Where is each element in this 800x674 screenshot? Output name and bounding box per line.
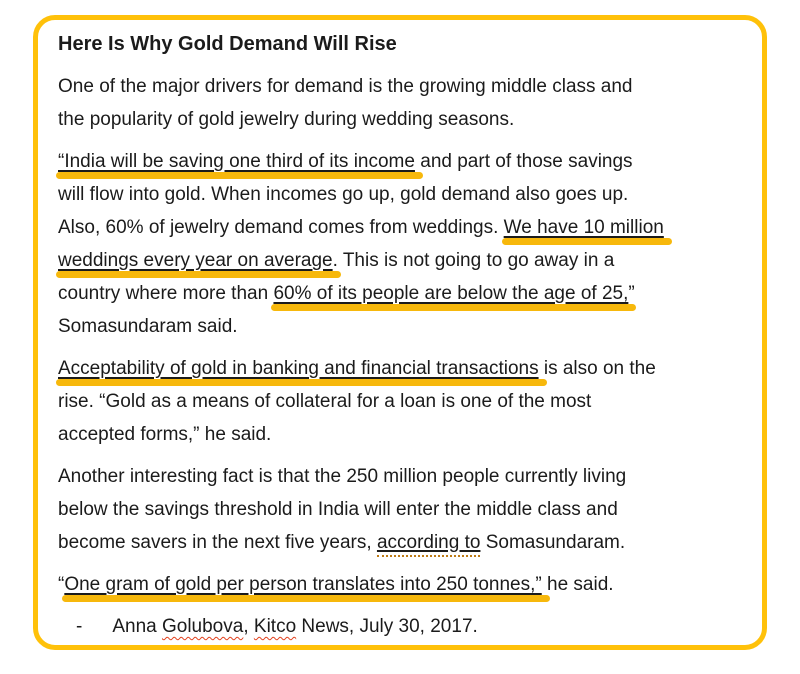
misspelled-word: Golubova <box>161 616 244 637</box>
text-segment: Somasundaram said. <box>58 316 238 337</box>
paragraph-middle-class <box>58 460 744 559</box>
text-segment: rise. “Gold as a means of collateral for a loan is one of the most <box>58 391 592 412</box>
grammar-flagged-phrase: according to <box>376 532 481 553</box>
text-segment: he said. <box>541 574 614 595</box>
highlighted-phrase: 60% of its people are below the age of 25, <box>273 283 629 304</box>
attribution <box>58 610 744 643</box>
text-line <box>58 310 744 343</box>
text-line <box>58 568 744 601</box>
text-segment: country where more than <box>58 283 274 304</box>
text-segment: News, July 30, 2017. <box>296 616 478 637</box>
text-segment: the popularity of gold jewelry during wedding seasons. <box>58 109 515 130</box>
text-segment: ” <box>628 283 635 304</box>
highlighted-phrase: weddings every year on average <box>58 250 333 271</box>
text-segment: will flow into gold. When incomes go up, gold demand also goes up. <box>58 184 629 205</box>
text-line <box>58 460 744 493</box>
text-segment: Somasundaram. <box>480 532 626 553</box>
text-line <box>58 277 744 310</box>
text-segment: Anna <box>112 616 162 637</box>
paragraph-quote-savings <box>58 145 744 343</box>
text-line <box>58 211 744 244</box>
text-segment: accepted forms,” he said. <box>58 424 272 445</box>
text-line <box>58 418 744 451</box>
paragraph-acceptability <box>58 352 744 451</box>
text-segment: become savers in the next five years, <box>58 532 377 553</box>
paragraph-intro <box>58 70 744 136</box>
text-line <box>58 145 744 178</box>
text-segment: Another interesting fact is that the 250 million people currently living <box>58 466 627 487</box>
text-line <box>58 352 744 385</box>
text-line <box>58 244 744 277</box>
highlighted-phrase: We have 10 million <box>503 217 664 238</box>
text-segment: below the savings threshold in India will enter the middle class and <box>58 499 618 520</box>
highlighted-phrase: Acceptability of gold in banking and financial transactions <box>58 358 539 379</box>
highlighted-phrase: “India will be saving one third of its income <box>58 151 415 172</box>
document-body <box>58 70 744 643</box>
text-line <box>58 178 744 211</box>
text-segment: “ <box>58 574 65 595</box>
text-line <box>58 70 744 103</box>
text-line <box>58 493 744 526</box>
misspelled-word: Kitco <box>253 616 297 637</box>
text-segment: is also on the <box>538 358 656 379</box>
document-title: Here Is Why Gold Demand Will Rise <box>58 33 397 55</box>
text-segment: Also, 60% of jewelry demand comes from weddings. <box>58 217 504 238</box>
document-card <box>33 15 767 650</box>
text-line <box>58 610 744 643</box>
text-segment: , <box>243 616 254 637</box>
text-segment: and part of those savings <box>414 151 633 172</box>
paragraph-quote-tonnes <box>58 568 744 601</box>
highlighted-phrase: One gram of gold per person translates into 250 tonnes,” <box>64 574 542 595</box>
text-line <box>58 526 744 559</box>
text-line <box>58 385 744 418</box>
attribution-dash: - <box>76 616 83 637</box>
text-line <box>58 103 744 136</box>
text-segment: One of the major drivers for demand is the growing middle class and <box>58 76 633 97</box>
text-segment: . This is not going to go away in a <box>332 250 615 271</box>
